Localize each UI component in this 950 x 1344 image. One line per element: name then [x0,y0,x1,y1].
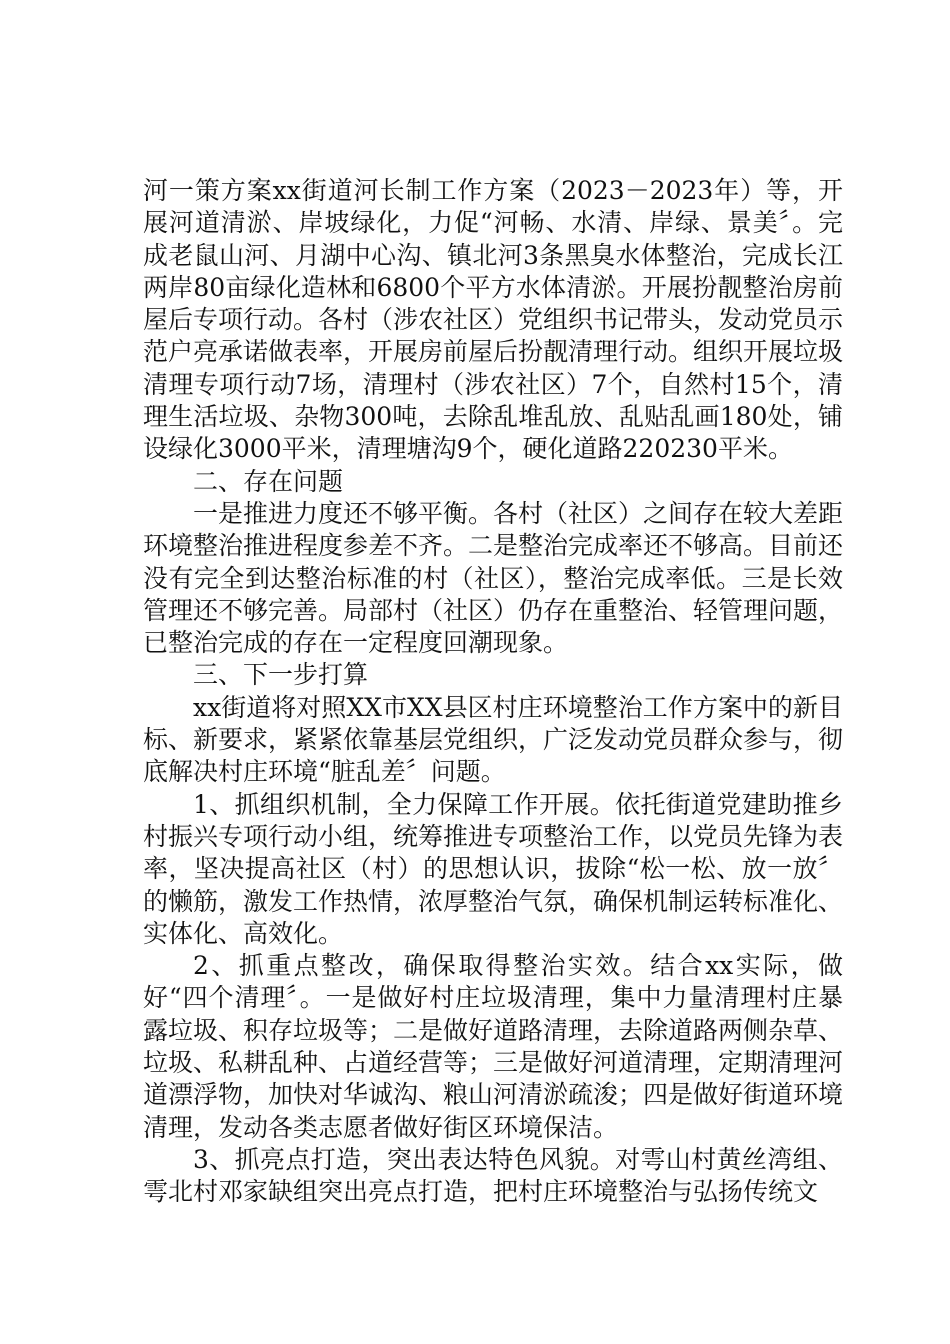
document-body [143,175,843,1209]
paragraph-next-steps-intro: xx街道将对照XX市XX县区村庄环境整治工作方案中的新目标、新要求，紧紧依靠基层党组织，广泛发动党员群众参与，彻底解决村庄环境“脏乱差〞问题。 [143,692,844,787]
paragraph-highlight-building: 3、抓亮点打造，突出表达特色风貌。对雩山村黄丝湾组、雩北村邓家缺组突出亮点打造，把村庄环境整治与弘扬传统文 [143,1144,843,1207]
paragraph-river-governance: 河一策方案xx街道河长制工作方案（2023－2023年）等，开展河道清淤、岸坡绿化，力促“河畅、水清、岸绿、景美〞。完成老鼠山河、月湖中心沟、镇北河3条黑臭水体整治，完成长江两岸80亩绿化造林和6800个平方水体清淤。开展扮靓整治房前屋后专项行动。各村（涉农社区）党组织书记带头，发动党员示范户亮承诺做表率，开展房前屋后扮靓清理行动。组织开展垃圾清理专项行动7场，清理村（涉农社区）7个，自然村15个，清理生活垃圾、杂物300吨，去除乱堆乱放、乱贴乱画180处，铺设绿化3000平米，清理塘沟9个，硬化道路220230平米。 [143,176,844,464]
section-heading-problems: 二、存在问题 [193,466,344,496]
paragraph-key-rectification: 2、抓重点整改，确保取得整治实效。结合xx实际，做好“四个清理〞。一是做好村庄垃圾清理，集中力量清理村庄暴露垃圾、积存垃圾等；二是做好道路清理，去除道路两侧杂草、垃圾、私耕乱种、占道经营等；三是做好河道清理，定期清理河道漂浮物，加快对华诚沟、粮山河清淤疏浚；四是做好街道环境清理，发动各类志愿者做好街区环境保洁。 [143,951,844,1142]
section-heading-next-steps: 三、下一步打算 [193,660,369,690]
paragraph-problems: 一是推进力度还不够平衡。各村（社区）之间存在较大差距环境整治推进程度参差不齐。二是整治完成率还不够高。目前还没有完全到达整治标准的村（社区），整治完成率低。三是长效管理还不够完善。局部村（社区）仍存在重整治、轻管理问题，已整治完成的存在一定程度回潮现象。 [143,498,844,658]
paragraph-organization-mechanism: 1、抓组织机制，全力保障工作开展。依托街道党建助推乡村振兴专项行动小组，统筹推进专项整治工作，以党员先锋为表率，坚决提高社区（村）的思想认识，拔除“松一松、放一放〞的懒筋，激发工作热情，浓厚整治气氛，确保机制运转标准化、实体化、高效化。 [143,789,844,948]
